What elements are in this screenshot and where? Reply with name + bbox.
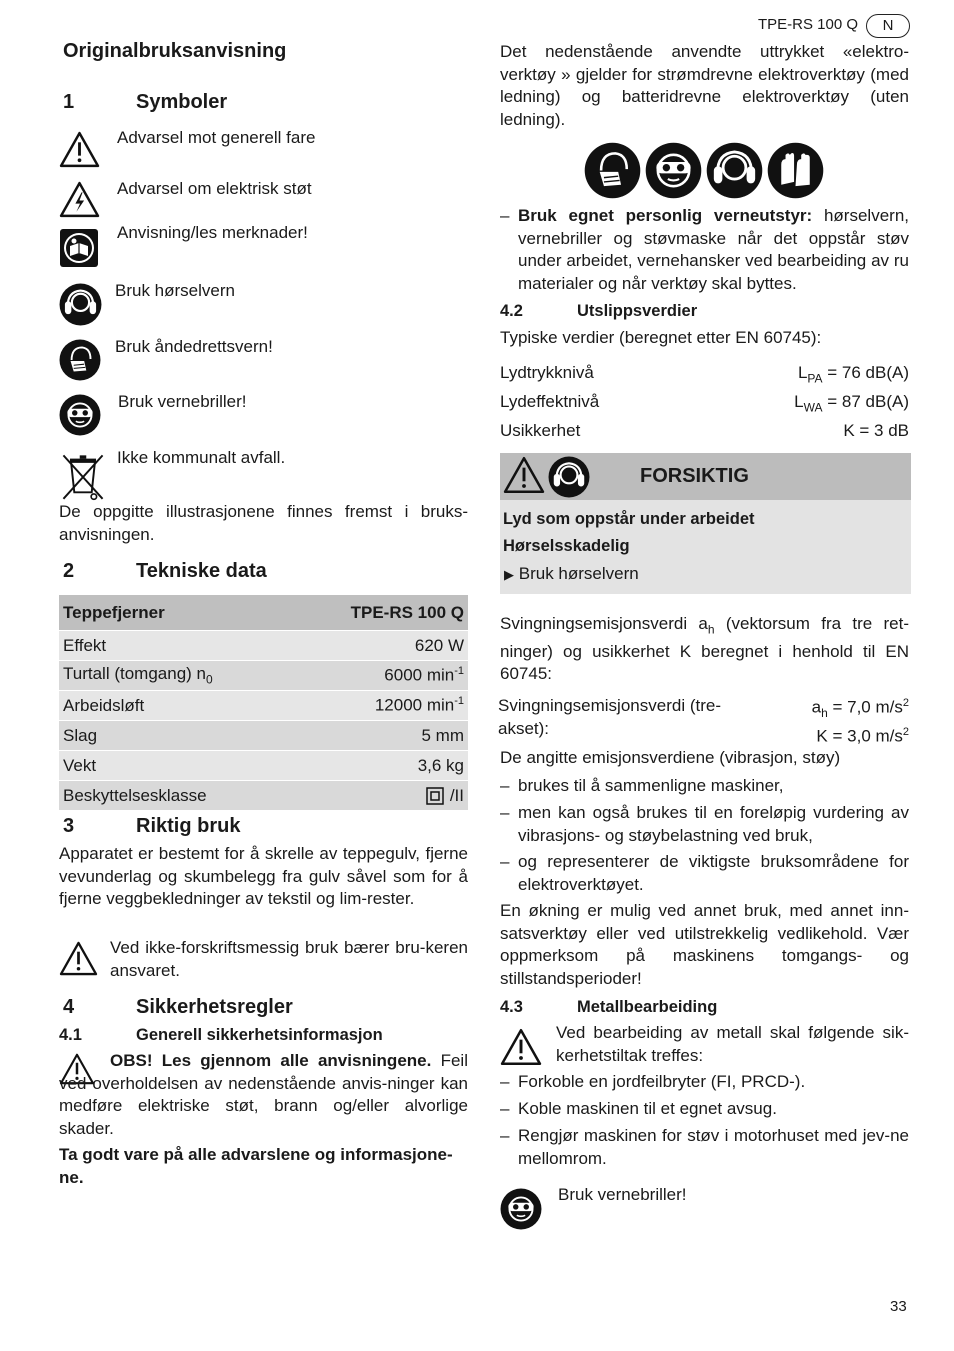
caution-body [500, 500, 911, 594]
row-value: 5 mm [421, 725, 464, 745]
arrow-right-icon: ▶ [504, 567, 514, 582]
list-item: Koble maskinen til et egnet avsug. [518, 1099, 777, 1118]
ppe-text: Bruk egnet personlig verneutstyr: hørselvern, vernebriller og støvmaske når det oppstår støv under arbeidet, vernehansker ved bearbeiding av ru materialer og når verktøy skal byttes. [518, 206, 909, 293]
warning-icon [500, 1028, 542, 1066]
list-item: og representerer de viktigste bruksområdene for elektroverktøyet. [518, 852, 909, 894]
tech-data-table [59, 595, 468, 811]
section-1-title: Symboler [136, 91, 228, 113]
emission-row: Lydeffektnivå $L_{WA} = 87$ dB(A) [500, 392, 909, 415]
language-badge: N [866, 14, 910, 38]
row-label: Slag [63, 725, 98, 745]
section-4-3-title: Metallbearbeiding [577, 998, 718, 1016]
section-1-number: 1 [63, 91, 75, 113]
symbol-label-respirator: Bruk åndedrettsvern! [115, 337, 273, 356]
goggles-icon [59, 394, 101, 436]
read-manual-icon [59, 228, 99, 268]
declared-values-text: De angitte emisjonsverdiene (vibrasjon, støy) [500, 748, 841, 767]
ear-protection-icon [548, 456, 590, 498]
section-2-number: 2 [63, 560, 75, 582]
vibration-intro: Svingningsemisjonsverdi $a_h$ (vektorsum fra tre ret-ninger) og usikkerhet K beregnet i henhold til EN 60745: [500, 614, 909, 684]
caution-header [500, 453, 911, 500]
table-header-product: Teppefjerner [63, 602, 165, 622]
emission-row: Lydtrykknivå $L_{PA} = 76$ dB(A) [500, 363, 909, 386]
section-4-1-title: Generell sikkerhetsinformasjon [136, 1026, 383, 1044]
table-row [59, 781, 468, 811]
section-4-1-number: 4.1 [59, 1026, 82, 1044]
metal-warning: Ved bearbeiding av metall skal følgende sik-kerhetstiltak treffes: [556, 1023, 909, 1065]
table-row [59, 721, 468, 751]
keep-instructions-note: Ta godt vare på alle advarslene og informasjone-ne. [59, 1145, 453, 1187]
header-model: TPE-RS 100 Q [758, 16, 859, 33]
vibration-label: Svingningsemisjonsverdi (tre-akset): [498, 696, 721, 738]
crossed-bin-icon [59, 451, 107, 501]
warning-icon [503, 456, 545, 494]
ear-protection-icon [59, 283, 102, 326]
bullet-dash: – [500, 1099, 510, 1118]
emission-intro: Typiske verdier (beregnet etter EN 60745): [500, 328, 822, 347]
caution-line-2: Hørselsskadelig [503, 537, 630, 555]
symbol-label-manual: Anvisning/les merknader! [117, 223, 308, 242]
row-label: Turtall (tomgang) $n_0$ [63, 664, 213, 687]
row-value: 6000 $\min^{-1}$ [384, 665, 464, 685]
emission-row: Usikkerhet K = 3 dB [500, 421, 909, 440]
section-4-2-number: 4.2 [500, 302, 523, 320]
section-3-title: Riktig bruk [136, 815, 241, 837]
caution-line-1: Lyd som oppstår under arbeidet [503, 510, 755, 528]
vibration-value-ah: $a_h = 7,0$ $m/s^2$ [811, 697, 909, 721]
row-value: /II [426, 786, 464, 806]
table-header-model: TPE-RS 100 Q [350, 602, 464, 622]
row-value: 3,6 kg [417, 755, 464, 775]
page-number: 33 [890, 1298, 907, 1315]
warning-icon [59, 941, 98, 976]
vibration-value-k: K = 3,0 $m/s^2$ [816, 726, 909, 746]
section-3-number: 3 [63, 815, 75, 837]
symbols-note: De oppgitte illustrasjonene finnes fremst i bruks-anvisningen. [59, 502, 468, 544]
warning-icon [59, 131, 100, 168]
goggles-icon [645, 142, 702, 199]
bullet-dash: – [500, 803, 510, 822]
section-4-title: Sikkerhetsregler [136, 996, 293, 1018]
respirator-icon [59, 339, 101, 381]
ear-protection-icon [706, 142, 763, 199]
bullet-dash: – [500, 1126, 510, 1145]
table-row [59, 631, 468, 661]
document-title: Originalbruksanvisning [63, 40, 287, 62]
table-row [59, 661, 468, 691]
caution-title: FORSIKTIG [640, 465, 749, 487]
list-item: Forkoble en jordfeilbryter (FI, PRCD-). [518, 1072, 806, 1091]
misuse-warning: Ved ikke-forskriftsmessig bruk bærer bru-keren ansvaret. [110, 938, 468, 980]
symbol-label-electric: Advarsel om elektrisk støt [117, 179, 312, 198]
row-label: Vekt [63, 755, 97, 775]
intended-use-text: Apparatet er bestemt for å skrelle av teppegulv, fjerne vevunderlag og skumbelegg fra gulv såvel som for å fjerne veggbekledninger av tekstil og lim-rester. [59, 844, 468, 908]
row-label: Effekt [63, 635, 107, 655]
table-row [59, 691, 468, 721]
row-value: 620 W [414, 635, 464, 655]
section-4-2-title: Utslippsverdier [577, 302, 698, 320]
table-header-row [59, 595, 468, 631]
bullet-dash: – [500, 206, 510, 225]
list-item: brukes til å sammenligne maskiner, [518, 776, 784, 795]
caution-line-3: ▶ Bruk hørselvern [504, 564, 639, 583]
list-item: men kan også brukes til en foreløpig vurdering av vibrasjons- og støybelastning ved bruk, [518, 803, 909, 845]
symbol-label-bin: Ikke kommunalt avfall. [117, 448, 286, 467]
general-safety-text: OBS! Les gjennom alle anvisningene. Feil ved overholdelsen av nedenstående anvis-ninger kan medføre elektriske støt, brann og/eller alvorlige skader. [59, 1051, 468, 1138]
respirator-icon [584, 142, 641, 199]
section-4-number: 4 [63, 996, 75, 1018]
emission-increase-text: En økning er mulig ved annet bruk, med annet inn-satsverktøy eller ved utilstrekkelig vedlikehold. Vær oppmerksom på maskinens tomgangs- og stillstandsperioder! [500, 901, 909, 988]
section-4-3-number: 4.3 [500, 998, 523, 1016]
symbol-label-ear: Bruk hørselvern [115, 281, 235, 300]
section-2-title: Tekniske data [136, 560, 267, 582]
power-tool-definition: Det nedenstående anvendte uttrykket «elektro-verktøy » gjelder for strømdrevne elektroverktøy (med ledning) og batteridrevne elektroverktøy (uten ledning). [500, 42, 909, 129]
row-label: Arbeidsløft [63, 695, 145, 715]
symbol-label-warning: Advarsel mot generell fare [117, 128, 316, 147]
bullet-dash: – [500, 1072, 510, 1091]
row-label: Beskyttelsesklasse [63, 785, 207, 805]
goggles-instruction: Bruk vernebriller! [558, 1185, 687, 1204]
table-row [59, 751, 468, 781]
electric-warning-icon [59, 181, 100, 218]
double-insulation-icon [426, 787, 444, 805]
gloves-icon [767, 142, 824, 199]
list-item: Rengjør maskinen for støv i motorhuset med jev-ne mellomrom. [518, 1126, 909, 1168]
bullet-dash: – [500, 852, 510, 871]
bullet-dash: – [500, 776, 510, 795]
emission-table [500, 363, 909, 450]
symbol-label-goggles: Bruk vernebriller! [118, 392, 247, 411]
goggles-icon [500, 1188, 542, 1230]
row-value: 12000 $\min^{-1}$ [374, 695, 464, 715]
ppe-icons [584, 142, 824, 200]
